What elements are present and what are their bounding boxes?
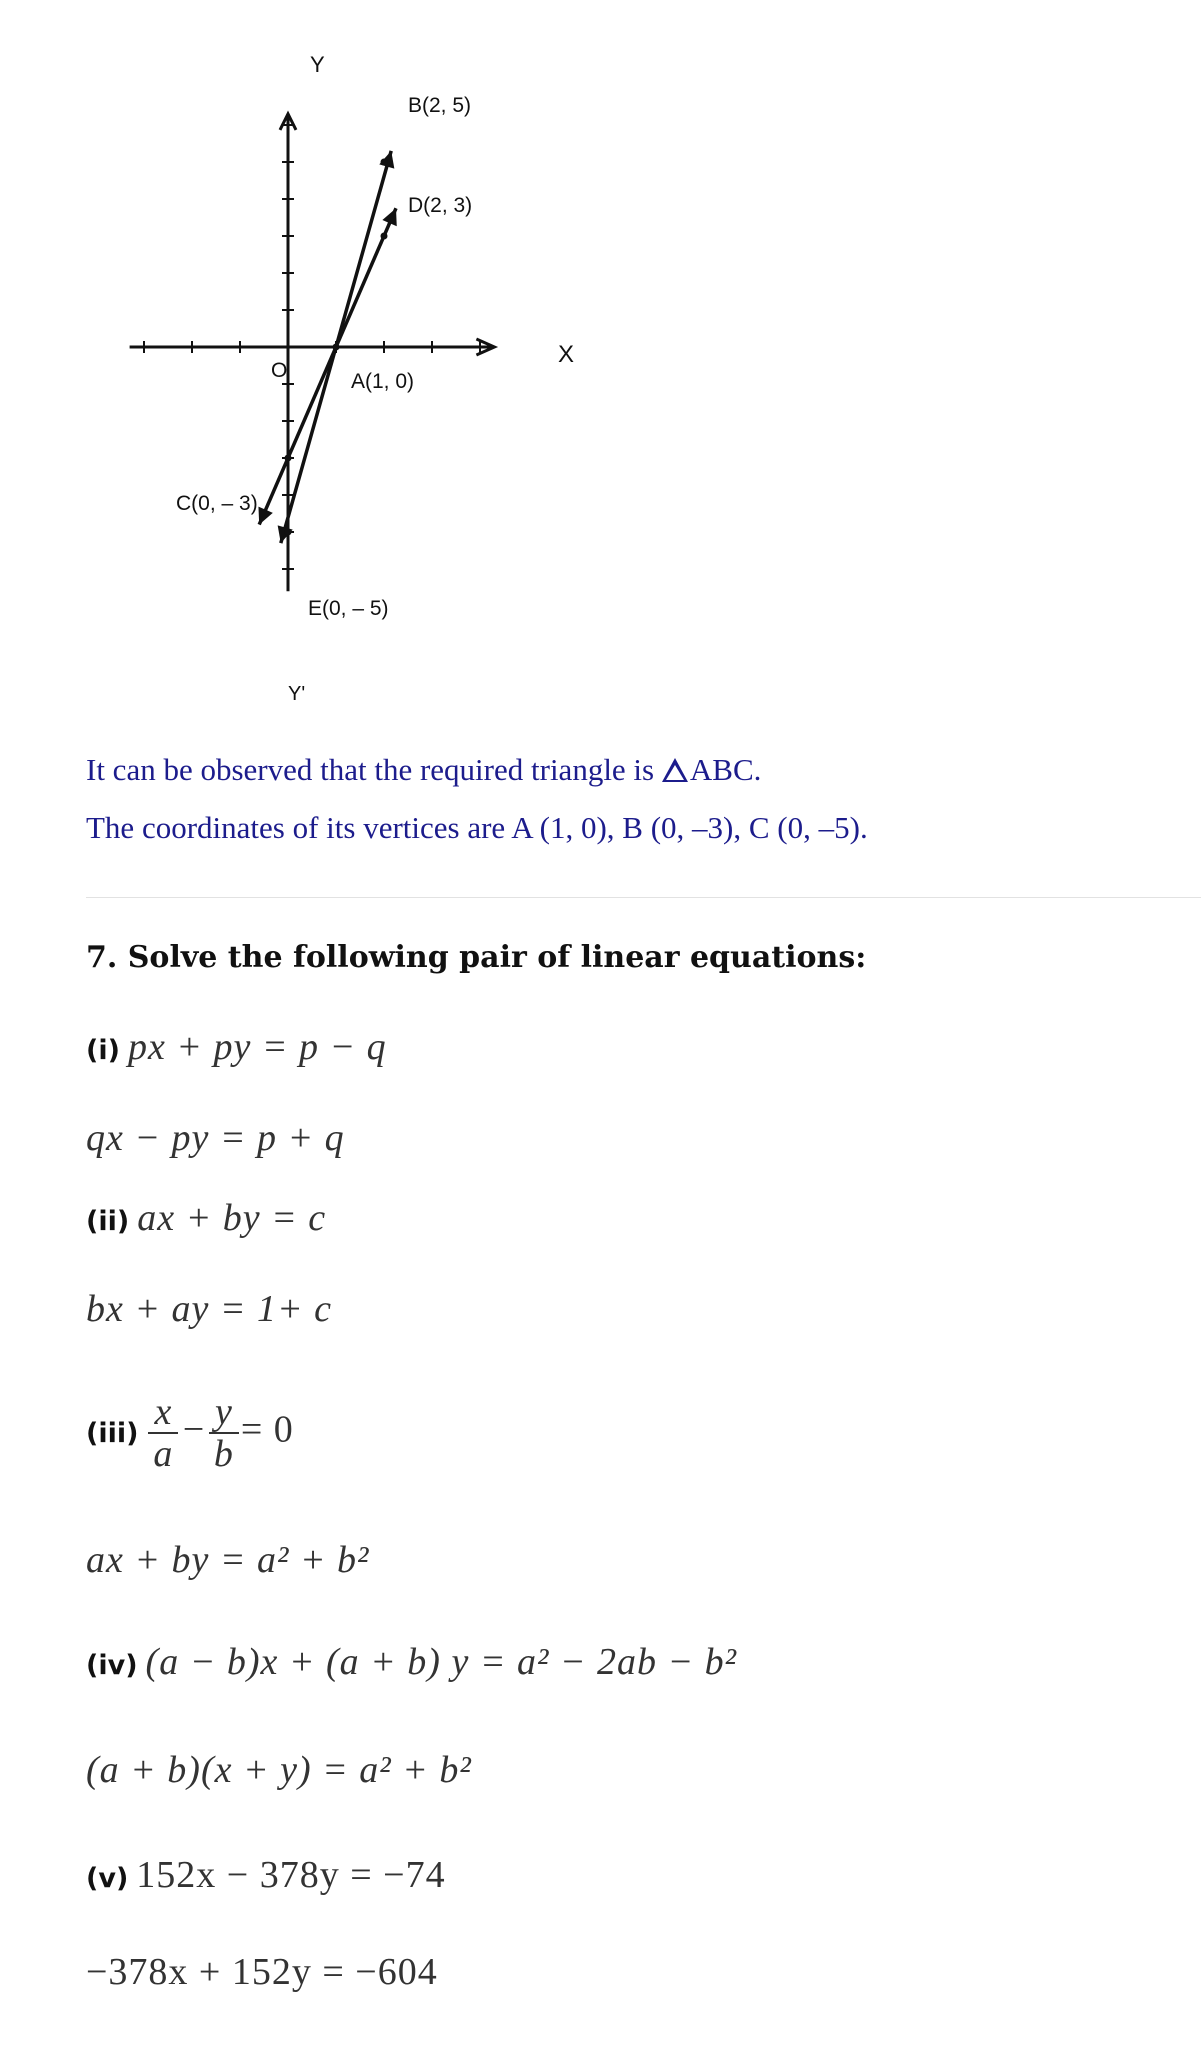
equation-iv-1-text: (a − b)x + (a + b) y = a² − 2ab − b² xyxy=(145,1641,738,1683)
equation-ii-2: bx + ay = 1+ c xyxy=(86,1288,333,1330)
equation-iv-1 xyxy=(86,1640,737,1684)
minus-sign: − xyxy=(180,1408,207,1451)
fraction-numerator-y: y xyxy=(209,1392,239,1434)
point-marker-5 xyxy=(285,529,292,536)
fraction-denominator-b: b xyxy=(213,1433,234,1475)
triangle-icon xyxy=(662,758,688,782)
equation-ii-1-text: ax + by = c xyxy=(137,1197,327,1239)
point-marker-1 xyxy=(381,159,388,166)
equation-iii-rhs: = 0 xyxy=(240,1408,294,1451)
point-marker-3 xyxy=(333,344,340,351)
section-divider xyxy=(86,897,1201,898)
origin-label: O xyxy=(271,359,288,382)
equation-i-2: qx − py = p + q xyxy=(86,1117,345,1159)
point-label-c: C(0, – 3) xyxy=(176,492,258,515)
x-axis-label: X xyxy=(558,341,575,368)
fraction-x-over-a xyxy=(148,1392,178,1474)
label-i: (i) xyxy=(86,1035,120,1066)
equation-ii-1 xyxy=(86,1196,326,1240)
y-negative-axis-label: Y' xyxy=(288,683,306,705)
equation-iii-2: ax + by = a² + b² xyxy=(86,1539,370,1581)
question-title: 7. Solve the following pair of linear equations: xyxy=(86,940,867,975)
observation-text: It can be observed that the required triangle is xyxy=(86,752,655,787)
vertices-line: The coordinates of its vertices are A (1, 0), B (0, –3), C (0, –5). xyxy=(86,810,868,845)
equation-v-2: −378x + 152y = −604 xyxy=(86,1951,438,1993)
point-label-a: A(1, 0) xyxy=(351,370,415,393)
equation-i-1 xyxy=(86,1025,387,1069)
point-label-b: B(2, 5) xyxy=(408,94,472,117)
label-ii: (ii) xyxy=(86,1206,130,1237)
equation-i-1-text: px + py = p − q xyxy=(127,1026,387,1068)
equation-v-1-text: 152x − 378y = −74 xyxy=(136,1854,446,1896)
coordinate-graph xyxy=(80,40,600,720)
equation-iv-2: (a + b)(x + y) = a² + b² xyxy=(86,1749,472,1791)
point-marker-2 xyxy=(381,233,388,240)
fraction-denominator-a: a xyxy=(153,1433,174,1475)
equation-iii-1 xyxy=(86,1392,294,1474)
y-axis-label: Y xyxy=(310,52,325,77)
fraction-y-over-b xyxy=(209,1392,239,1474)
point-label-d: D(2, 3) xyxy=(408,194,473,217)
label-iii: (iii) xyxy=(86,1417,139,1449)
label-iv: (iv) xyxy=(86,1650,138,1681)
triangle-name: ABC. xyxy=(689,752,762,787)
fraction-numerator-x: x xyxy=(148,1392,178,1434)
label-v: (v) xyxy=(86,1863,129,1894)
point-label-e: E(0, – 5) xyxy=(308,597,389,620)
point-marker-4 xyxy=(285,455,292,462)
observation-line xyxy=(86,752,761,788)
equation-v-1 xyxy=(86,1853,446,1897)
axes xyxy=(130,114,495,591)
